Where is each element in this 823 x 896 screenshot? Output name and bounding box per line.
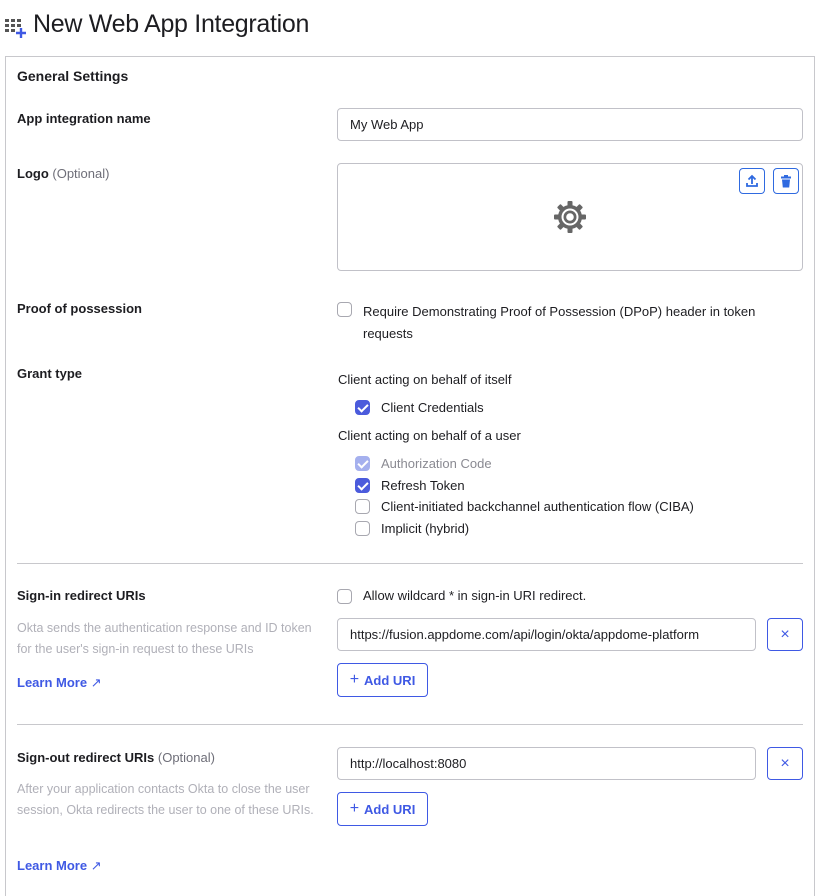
- external-link-icon: ↗: [90, 675, 102, 690]
- authorization-code-label: Authorization Code: [381, 456, 492, 471]
- refresh-token-checkbox[interactable]: [355, 478, 370, 493]
- remove-signin-uri-button[interactable]: ×: [767, 618, 803, 651]
- section-title: General Settings: [17, 68, 129, 84]
- dpop-checkbox-label: [363, 301, 755, 345]
- delete-logo-button[interactable]: [773, 168, 799, 194]
- signin-learn-more-link[interactable]: [17, 675, 102, 691]
- grant-group-itself: Client acting on behalf of itself: [338, 372, 512, 387]
- signout-label-text: Sign-out redirect URIs: [17, 750, 155, 765]
- trash-icon: [780, 175, 792, 188]
- signin-uri-input[interactable]: https://fusion.appdome.com/api/login/okta/appdome-platform: [337, 618, 756, 651]
- client-credentials-label: Client Credentials: [381, 400, 484, 415]
- ciba-label: Client-initiated backchannel authentication flow (CIBA): [381, 499, 694, 514]
- grant-type-label: Grant type: [17, 366, 83, 381]
- grant-group-user: Client acting on behalf of a user: [338, 428, 521, 443]
- upload-icon: [745, 174, 759, 188]
- signout-description: After your application contacts Okta to close the user session, Okta redirects the user to one of these URIs.: [17, 782, 314, 817]
- signout-label: [17, 750, 215, 765]
- optional-tag: (Optional): [52, 166, 110, 181]
- authorization-code-checkbox: [355, 456, 370, 471]
- implicit-checkbox[interactable]: [355, 521, 370, 536]
- dpop-text-1: Require Demonstrating Proof of Possession (DPoP) header in token: [363, 304, 756, 319]
- plus-icon: +: [349, 671, 360, 688]
- logo-label-text: Logo: [17, 166, 49, 181]
- signin-add-uri-button[interactable]: [337, 663, 428, 697]
- implicit-label: Implicit (hybrid): [381, 521, 470, 536]
- page-title: New Web App Integration: [33, 10, 310, 38]
- upload-logo-button[interactable]: [739, 168, 765, 194]
- divider: [17, 724, 803, 725]
- pop-label: Proof of possession: [17, 301, 142, 316]
- dpop-checkbox[interactable]: [337, 302, 352, 317]
- client-credentials-checkbox[interactable]: [355, 400, 370, 415]
- app-name-input[interactable]: My Web App: [337, 108, 803, 141]
- optional-tag: (Optional): [157, 750, 215, 765]
- signout-uri-input[interactable]: http://localhost:8080: [337, 747, 756, 780]
- learn-more-text: Learn More: [17, 675, 88, 690]
- dpop-text-2: requests: [363, 326, 413, 341]
- learn-more-text: Learn More: [17, 858, 88, 873]
- plus-icon: +: [349, 800, 360, 817]
- add-uri-text: Add URI: [364, 801, 416, 817]
- signin-description: Okta sends the authentication response and ID token for the user's sign-in request to these URIs: [17, 621, 312, 656]
- app-name-label: App integration name: [17, 111, 151, 126]
- wildcard-label: Allow wildcard * in sign-in URI redirect.: [363, 588, 587, 603]
- gear-icon: [553, 200, 587, 234]
- external-link-icon: ↗: [90, 858, 102, 873]
- signout-learn-more-link[interactable]: [17, 858, 102, 874]
- logo-label: [17, 166, 109, 181]
- wildcard-checkbox[interactable]: [337, 589, 352, 604]
- divider: [17, 563, 803, 564]
- remove-signout-uri-button[interactable]: ×: [767, 747, 803, 780]
- signout-add-uri-button[interactable]: [337, 792, 428, 826]
- ciba-checkbox[interactable]: [355, 499, 370, 514]
- app-grid-add-icon: [5, 16, 27, 38]
- add-uri-text: Add URI: [364, 672, 416, 688]
- refresh-token-label: Refresh Token: [381, 478, 465, 493]
- signin-label: Sign-in redirect URIs: [17, 588, 146, 603]
